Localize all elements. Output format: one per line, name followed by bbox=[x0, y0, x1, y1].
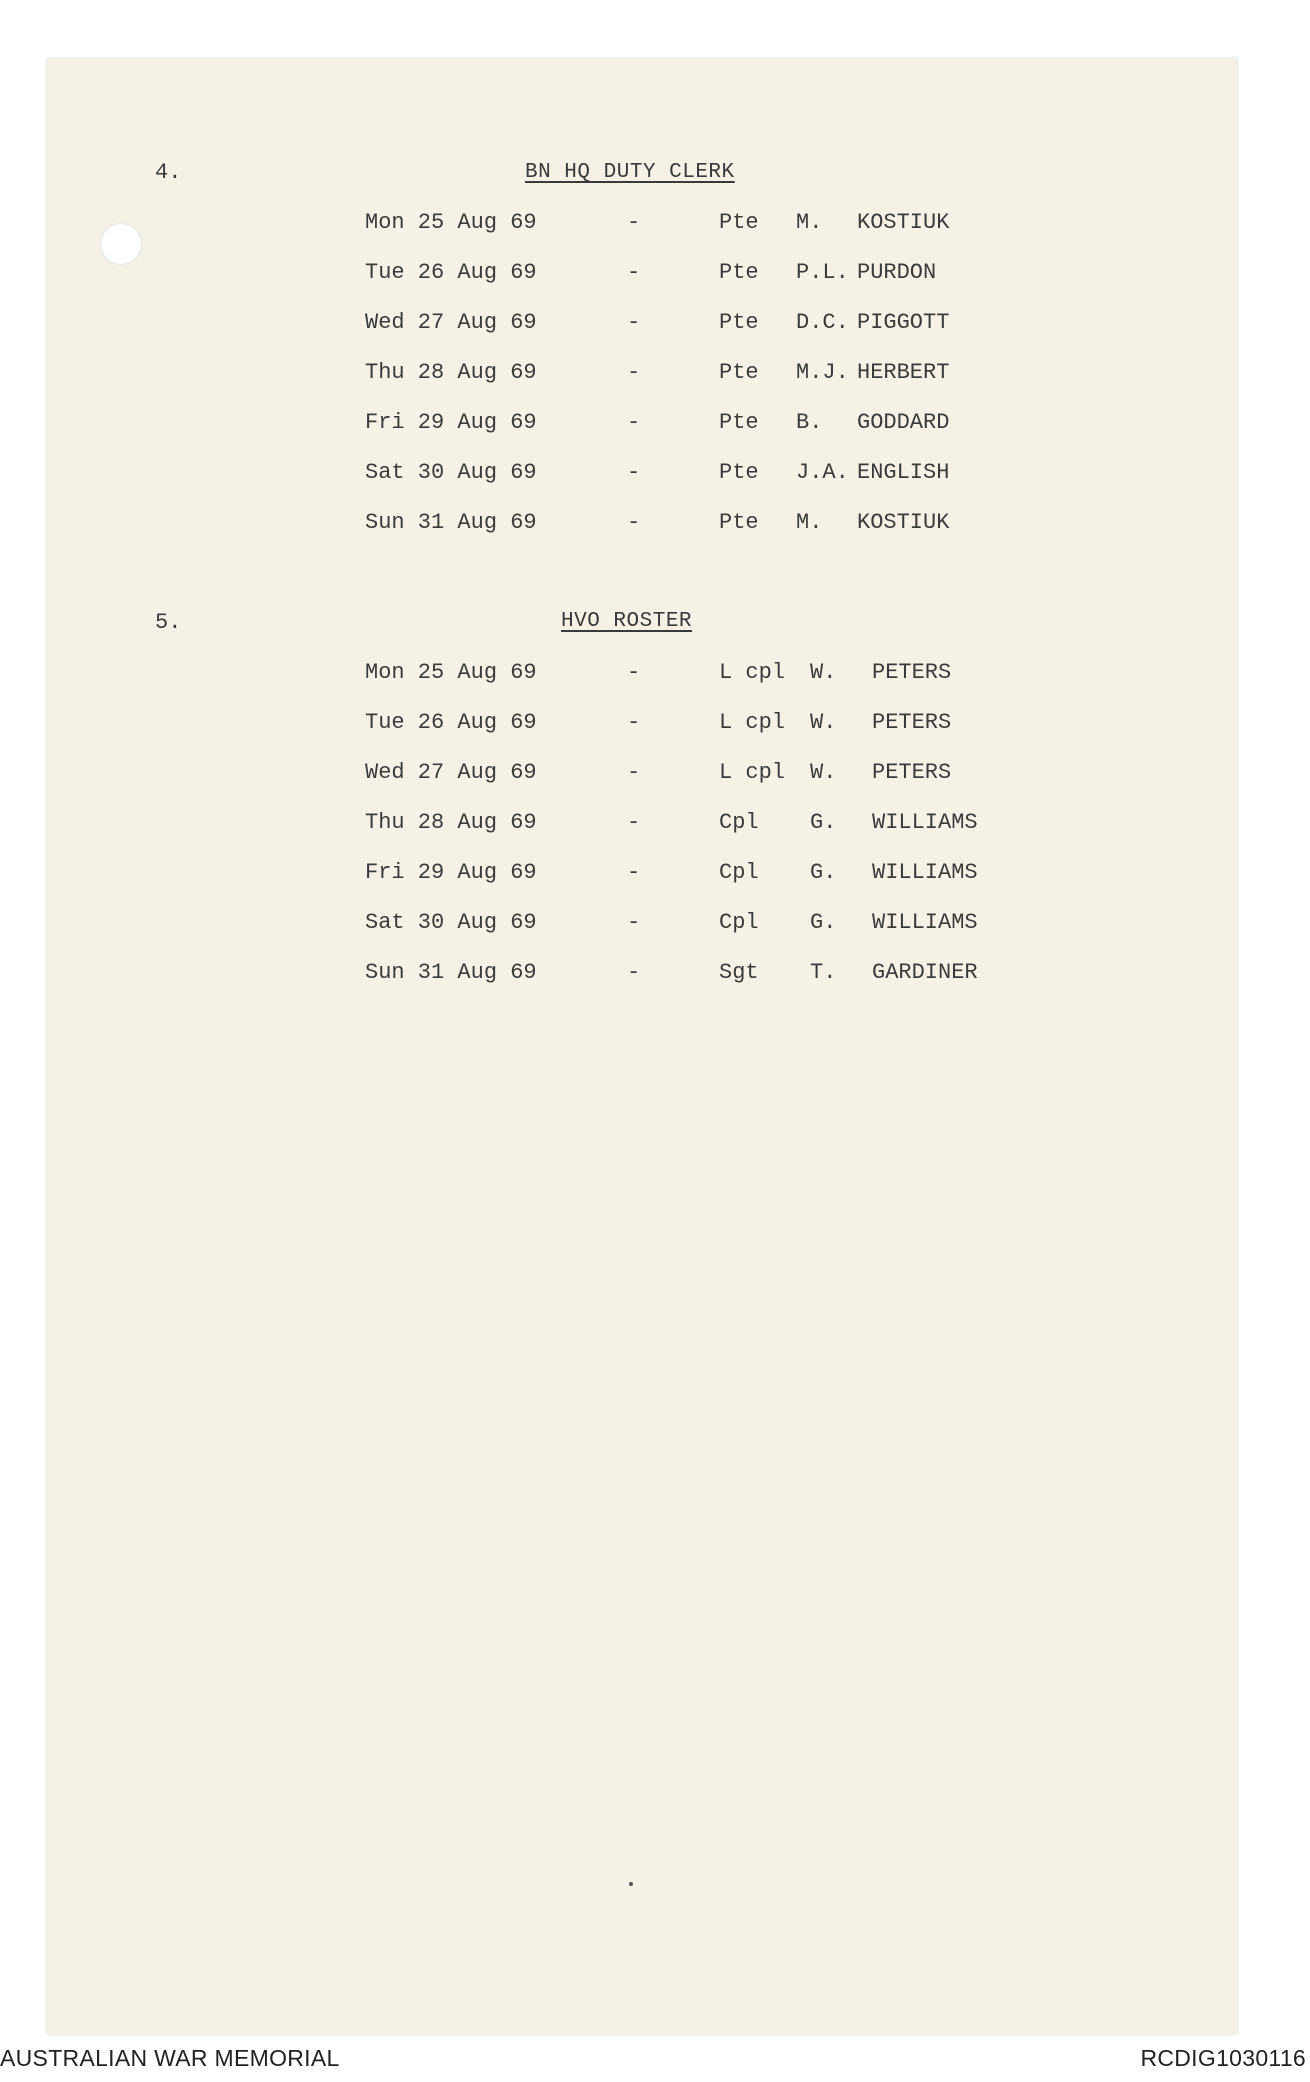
archive-reference: RCDIG1030116 bbox=[1140, 2045, 1306, 2071]
row-date: Sat 30 Aug 69 bbox=[365, 910, 537, 935]
section-heading: BN HQ DUTY CLERK bbox=[525, 161, 735, 184]
row-initials: T. bbox=[810, 960, 837, 985]
row-date: Fri 29 Aug 69 bbox=[365, 410, 537, 435]
row-rank: Pte bbox=[719, 260, 759, 285]
row-dash: - bbox=[627, 310, 641, 335]
row-initials: M. bbox=[796, 210, 823, 235]
section-number: 4. bbox=[155, 160, 182, 185]
page-dot bbox=[629, 1882, 633, 1886]
roster-row bbox=[47, 810, 1237, 840]
section-number: 5. bbox=[155, 610, 182, 635]
roster-row bbox=[47, 260, 1237, 290]
row-surname: PURDON bbox=[857, 260, 937, 285]
row-initials: W. bbox=[810, 660, 837, 685]
row-dash: - bbox=[627, 910, 641, 935]
row-rank: Pte bbox=[719, 360, 759, 385]
row-rank: Cpl bbox=[719, 810, 759, 835]
row-initials: W. bbox=[810, 710, 837, 735]
row-date: Thu 28 Aug 69 bbox=[365, 360, 537, 385]
row-dash: - bbox=[627, 660, 641, 685]
row-dash: - bbox=[627, 460, 641, 485]
roster-row bbox=[47, 360, 1237, 390]
row-surname: GODDARD bbox=[857, 410, 950, 435]
row-date: Sun 31 Aug 69 bbox=[365, 960, 537, 985]
section-heading: HVO ROSTER bbox=[561, 610, 693, 633]
row-date: Tue 26 Aug 69 bbox=[365, 710, 537, 735]
row-rank: L cpl bbox=[719, 760, 786, 785]
row-date: Sat 30 Aug 69 bbox=[365, 460, 537, 485]
row-surname: WILLIAMS bbox=[872, 860, 978, 885]
row-dash: - bbox=[627, 360, 641, 385]
roster-row bbox=[47, 460, 1237, 490]
roster-row bbox=[47, 210, 1237, 240]
row-date: Fri 29 Aug 69 bbox=[365, 860, 537, 885]
row-dash: - bbox=[627, 510, 641, 535]
roster-row bbox=[47, 410, 1237, 440]
row-rank: Pte bbox=[719, 310, 759, 335]
row-date: Sun 31 Aug 69 bbox=[365, 510, 537, 535]
row-initials: M. bbox=[796, 510, 823, 535]
row-date: Tue 26 Aug 69 bbox=[365, 260, 537, 285]
row-initials: M.J. bbox=[796, 360, 849, 385]
row-surname: PETERS bbox=[872, 660, 952, 685]
row-rank: L cpl bbox=[719, 660, 786, 685]
row-dash: - bbox=[627, 260, 641, 285]
row-surname: WILLIAMS bbox=[872, 810, 978, 835]
row-date: Wed 27 Aug 69 bbox=[365, 760, 537, 785]
row-surname: GARDINER bbox=[872, 960, 978, 985]
row-date: Mon 25 Aug 69 bbox=[365, 210, 537, 235]
row-rank: Cpl bbox=[719, 910, 759, 935]
row-initials: D.C. bbox=[796, 310, 849, 335]
row-dash: - bbox=[627, 710, 641, 735]
row-rank: Pte bbox=[719, 410, 759, 435]
row-initials: J.A. bbox=[796, 460, 849, 485]
row-initials: G. bbox=[810, 910, 837, 935]
row-rank: Pte bbox=[719, 510, 759, 535]
row-initials: G. bbox=[810, 810, 837, 835]
roster-row bbox=[47, 910, 1237, 940]
row-surname: ENGLISH bbox=[857, 460, 950, 485]
row-dash: - bbox=[627, 810, 641, 835]
row-dash: - bbox=[627, 860, 641, 885]
row-surname: KOSTIUK bbox=[857, 210, 950, 235]
row-surname: KOSTIUK bbox=[857, 510, 950, 535]
row-initials: W. bbox=[810, 760, 837, 785]
row-surname: WILLIAMS bbox=[872, 910, 978, 935]
roster-row bbox=[47, 760, 1237, 790]
row-surname: PIGGOTT bbox=[857, 310, 950, 335]
row-initials: B. bbox=[796, 410, 823, 435]
row-surname: PETERS bbox=[872, 760, 952, 785]
row-dash: - bbox=[627, 760, 641, 785]
row-surname: PETERS bbox=[872, 710, 952, 735]
roster-row bbox=[47, 710, 1237, 740]
roster-row bbox=[47, 960, 1237, 990]
row-rank: Pte bbox=[719, 210, 759, 235]
roster-row bbox=[47, 660, 1237, 690]
row-dash: - bbox=[627, 960, 641, 985]
roster-row bbox=[47, 860, 1237, 890]
row-surname: HERBERT bbox=[857, 360, 950, 385]
row-initials: G. bbox=[810, 860, 837, 885]
row-dash: - bbox=[627, 210, 641, 235]
row-rank: L cpl bbox=[719, 710, 786, 735]
roster-row bbox=[47, 510, 1237, 540]
row-rank: Cpl bbox=[719, 860, 759, 885]
row-initials: P.L. bbox=[796, 260, 849, 285]
document-page bbox=[47, 58, 1237, 2034]
row-date: Wed 27 Aug 69 bbox=[365, 310, 537, 335]
row-rank: Pte bbox=[719, 460, 759, 485]
row-dash: - bbox=[627, 410, 641, 435]
row-rank: Sgt bbox=[719, 960, 759, 985]
row-date: Thu 28 Aug 69 bbox=[365, 810, 537, 835]
roster-row bbox=[47, 310, 1237, 340]
row-date: Mon 25 Aug 69 bbox=[365, 660, 537, 685]
archive-credit: AUSTRALIAN WAR MEMORIAL bbox=[0, 2045, 340, 2071]
